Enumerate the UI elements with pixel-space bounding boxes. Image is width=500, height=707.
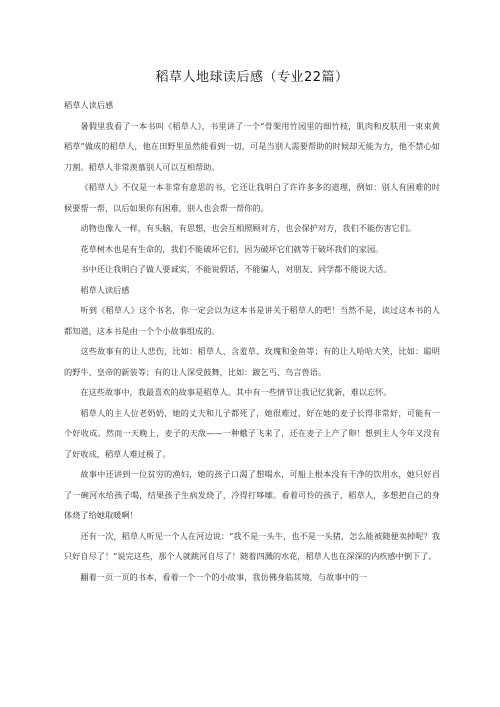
document-title: 稻草人地球读后感（专业22篇） bbox=[155, 70, 349, 85]
paragraph: 书中还让我明白了做人要诚实，不能说假话，不能骗人，对朋友、同学都不能说大话。 bbox=[80, 264, 392, 274]
document-body bbox=[64, 95, 440, 587]
paragraph: 这些故事有的让人悲伤，比如：稻草人、含羞草、玫瑰和金鱼等；有的让人哈哈大笑，比如：聪明的野牛、皇帝的新装等；有的让人深受鼓舞，比如：跛乞丐、鸟言兽语。 bbox=[64, 346, 440, 377]
paragraph: 动物也像人一样，有头脑，有思想，也会互相照顾对方，也会保护对方，我们不能伤害它们。 bbox=[80, 223, 417, 233]
paragraph: 稻草人的主人位老奶奶，她的丈夫和儿子都死了，她很难过，好在她的麦子长得非常好，可能有一个好收成。然而一天晚上，麦子的天敌——一种蛾子飞来了，还在麦子上产了卵！想到主人今年又没有了好收成，稻草人难过极了。 bbox=[64, 407, 440, 459]
paragraph: 故事中还讲到一位贫穷的渔妇，她的孩子口渴了想喝水，可船上根本没有干净的饮用水，她只好舀了一碗河水给孩子喝，结果孩子生病发烧了，冷得打哆嗦。看着可怜的孩子，稻草人，多想把自己的身体烧了给她取暖啊！ bbox=[64, 469, 440, 520]
paragraph: 花草树木也是有生命的，我们不能破坏它们，因为破坏它们就等于破坏我们的家园。 bbox=[80, 243, 384, 254]
paragraph: 听到《稻草人》这个书名，你一定会以为这本书是讲关于稻草人的吧！当然不是，读过这本书的人都知道，这本书是由一个个小故事组成的。 bbox=[64, 305, 440, 336]
paragraph: 稻草人读后感 bbox=[64, 100, 114, 110]
paragraph: 暑假里我看了一本书叫《稻草人》，书里讲了一个“骨架用竹园里的细竹枝，肌肉和皮肤用一束束黄稻草”做成的稻草人，他在田野里虽然能看到一切，可是当别人需要帮助的时候却无能为力，他不禁心如刀割。稻草人非常羡慕别人可以互相帮助。 bbox=[64, 120, 440, 172]
paragraph: 翻着一页一页的书本，看着一个一个的小故事，我仿佛身临其境，与故事中的一 bbox=[80, 571, 367, 582]
paragraph: 稻草人读后感 bbox=[80, 284, 130, 295]
paragraph: 在这些故事中，我最喜欢的故事是稻草人。其中有一些情节让我记忆犹新，难以忘怀。 bbox=[80, 387, 392, 397]
paragraph: 还有一次，稻草人听见一个人在河边说：“我不是一头牛，也不是一头猪，怎么能被随便卖掉呢？我只好自尽了！”说完这些，那个人就跳河自尽了！随着四溅的水花，稻草人也在深深的内疚感中倒下了。 bbox=[64, 530, 440, 561]
paragraph: 《稻草人》不仅是一本非常有意思的书，它还让我明白了许许多多的道理，例如：别人有困难的时候要帮一帮，以后如果你有困难，别人也会帮一帮你的。 bbox=[64, 182, 440, 213]
